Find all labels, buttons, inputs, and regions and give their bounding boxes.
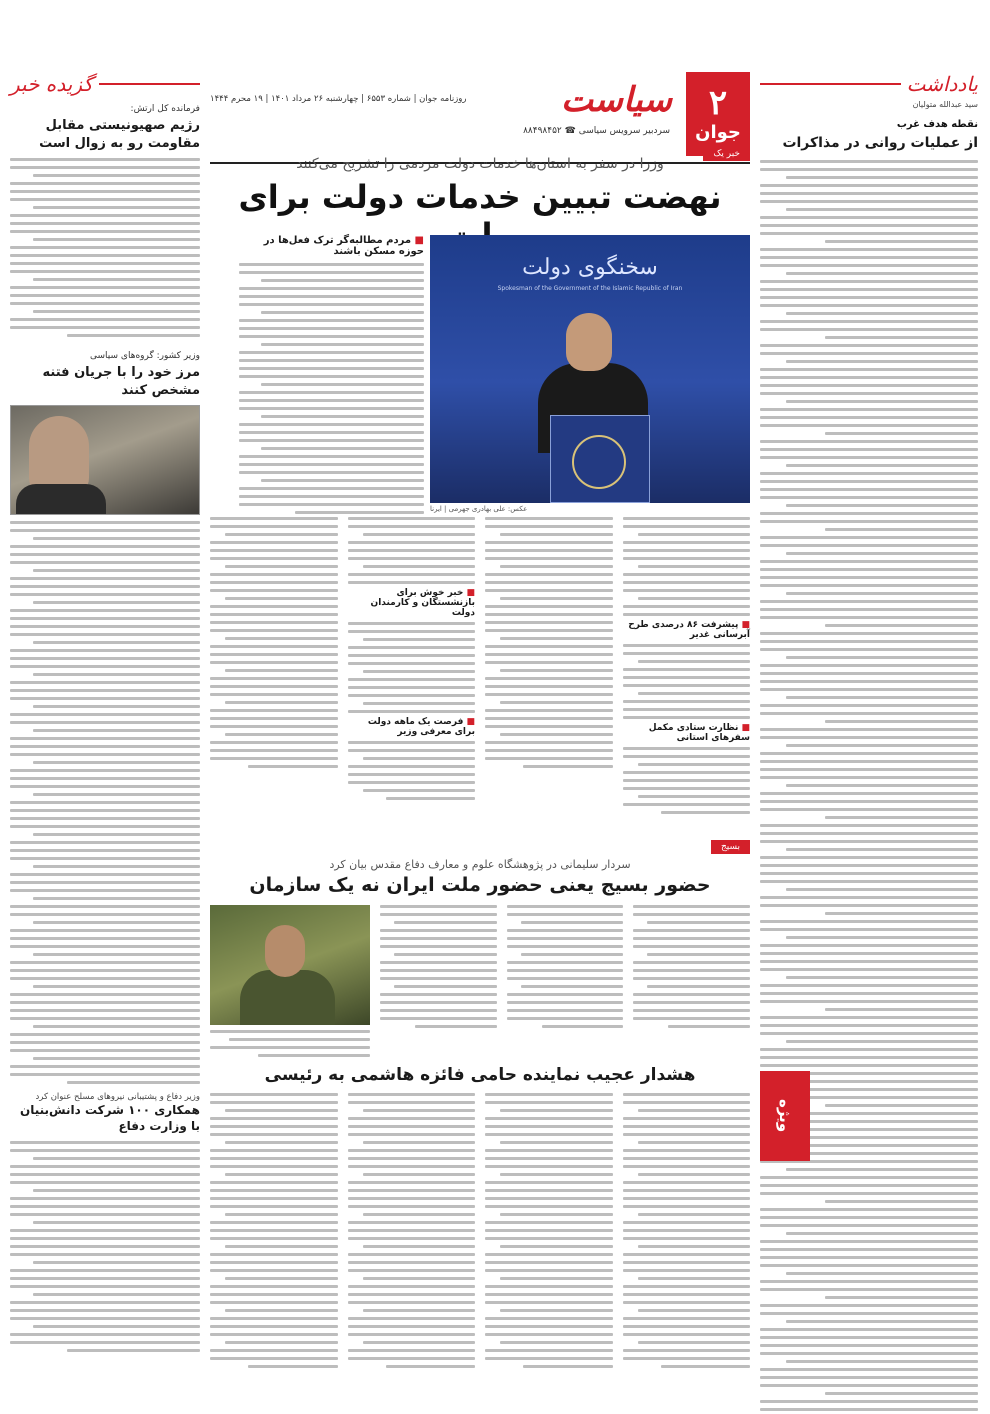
subhead-1: ■ خبر خوش برای بازنشستگان و کارمندان دولت [348,588,476,618]
opinion-header [760,70,978,98]
digest-story1-kicker: فرمانده کل ارتش: [130,104,200,114]
warning-col-3 [348,1093,476,1383]
opinion-byline: سید عبدالله متولیان [912,100,978,109]
digest-rule [99,83,200,85]
spokesman-photo [430,235,750,503]
digest-story3-kicker: وزیر دفاع و پشتیبانی نیروهای مسلح عنوان کرد [35,1092,200,1103]
basij-col-1 [633,905,750,1035]
section-title: سیاست [561,80,672,120]
podium-emblem [572,435,626,489]
digest-story2-title[interactable]: مرز خود را با جریان فتنه مشخص کنند [42,365,200,398]
body-col-1 [623,517,751,817]
digest-story1-body [10,158,200,337]
digest-story3-title[interactable]: همکاری ۱۰۰ شرکت دانش‌بنیان با وزارت دفاع [19,1103,200,1134]
body-col-4 [210,517,338,817]
warning-col-2 [485,1093,613,1383]
javan-logo[interactable] [686,72,750,156]
subhead-4: ■ نظارت ستادی مکمل سفرهای استانی [623,723,751,743]
special-tag: ویژه [760,1071,810,1161]
digest-section-title: گزیده خبر [10,72,93,96]
basij-col-3 [380,905,497,1035]
news-digest-column [10,70,200,1400]
lead-headline[interactable]: نهضت تبیین خدمات دولت برای [238,178,722,216]
opinion-title: از عملیات روانی در مذاکرات [782,135,978,151]
warning-story [210,1065,794,1405]
commander-uniform [240,970,335,1025]
warning-col-1 [623,1093,751,1383]
photo-banner-text: سخنگوی دولت [522,255,658,280]
digest-story2-body [10,521,200,1084]
lead-side-column [239,235,424,514]
commander-face [265,925,305,977]
warning-col-4 [210,1093,338,1383]
opinion-kicker: نقطه هدف غرب [896,119,978,130]
basij-kicker: سردار سلیمانی در پژوهشگاه علوم و معارف دفاع مقدس بیان کرد [329,858,631,871]
basij-body-columns [380,905,750,1035]
digest-story3-body [10,1141,200,1352]
photo-caption: عکس: علی بهادری جهرمی | ایرنا [430,505,528,513]
subhead-2: ■ فرصت یک ماهه دولت برای معرفی وزیر [348,717,476,737]
basij-tag: بسیج [711,840,750,854]
body-col-2 [485,517,613,817]
warning-body-columns [210,1093,750,1383]
opinion-rule [760,83,901,85]
digest-story2-kicker: وزیر کشور: گروه‌های سیاسی [90,351,200,362]
commander-photo [210,905,370,1025]
page-number: ۲ [708,82,728,123]
subhead-3: ■ پیشرفت ۸۶ درصدی طرح آبرسانی غدیر [623,620,751,640]
photo-banner-subtext: Spokesman of the Government of the Islamic Republic of Iran [497,285,683,292]
digest-header [10,70,200,98]
section-editor-line: سردبیر سرویس سیاسی ☎ ۸۸۴۹۸۴۵۲ [523,126,670,136]
news-tag: خبر یک [703,147,750,161]
side-body [239,263,424,514]
opinion-section-title: یادداشت [906,72,978,96]
digest-story1-title[interactable]: رژیم صهیونیستی مقابل مقاومت رو به زوال است [39,118,200,151]
basij-col-under-photo [210,1030,370,1057]
side-heading: ■ مردم مطالبه‌گر ترک فعل‌ها در حوزه مسکن باشند [239,235,424,257]
body-col-3 [348,517,476,817]
warning-headline[interactable]: هشدار عجیب نماینده حامی فائزه هاشمی به رئیسی [264,1065,696,1085]
brand-name: جوان [695,121,741,143]
speaker-head [566,313,612,371]
minister-photo [10,405,200,515]
lead-kicker: وزرا در سفر به استان‌ها خدمات دولت مردمی را تشریح می‌کنند [296,156,664,172]
issue-dateline: روزنامه جوان | شماره ۶۵۵۳ | چهارشنبه ۲۶ مرداد ۱۴۰۱ | ۱۹ محرم ۱۴۴۴ [210,94,467,104]
opinion-column [760,70,978,1400]
basij-col-2 [507,905,624,1035]
opinion-body [760,160,978,1414]
basij-headline[interactable]: حضور بسیج یعنی حضور ملت ایران نه یک سازمان [249,874,711,896]
minister-suit [16,484,106,514]
lead-body-columns [210,517,750,817]
